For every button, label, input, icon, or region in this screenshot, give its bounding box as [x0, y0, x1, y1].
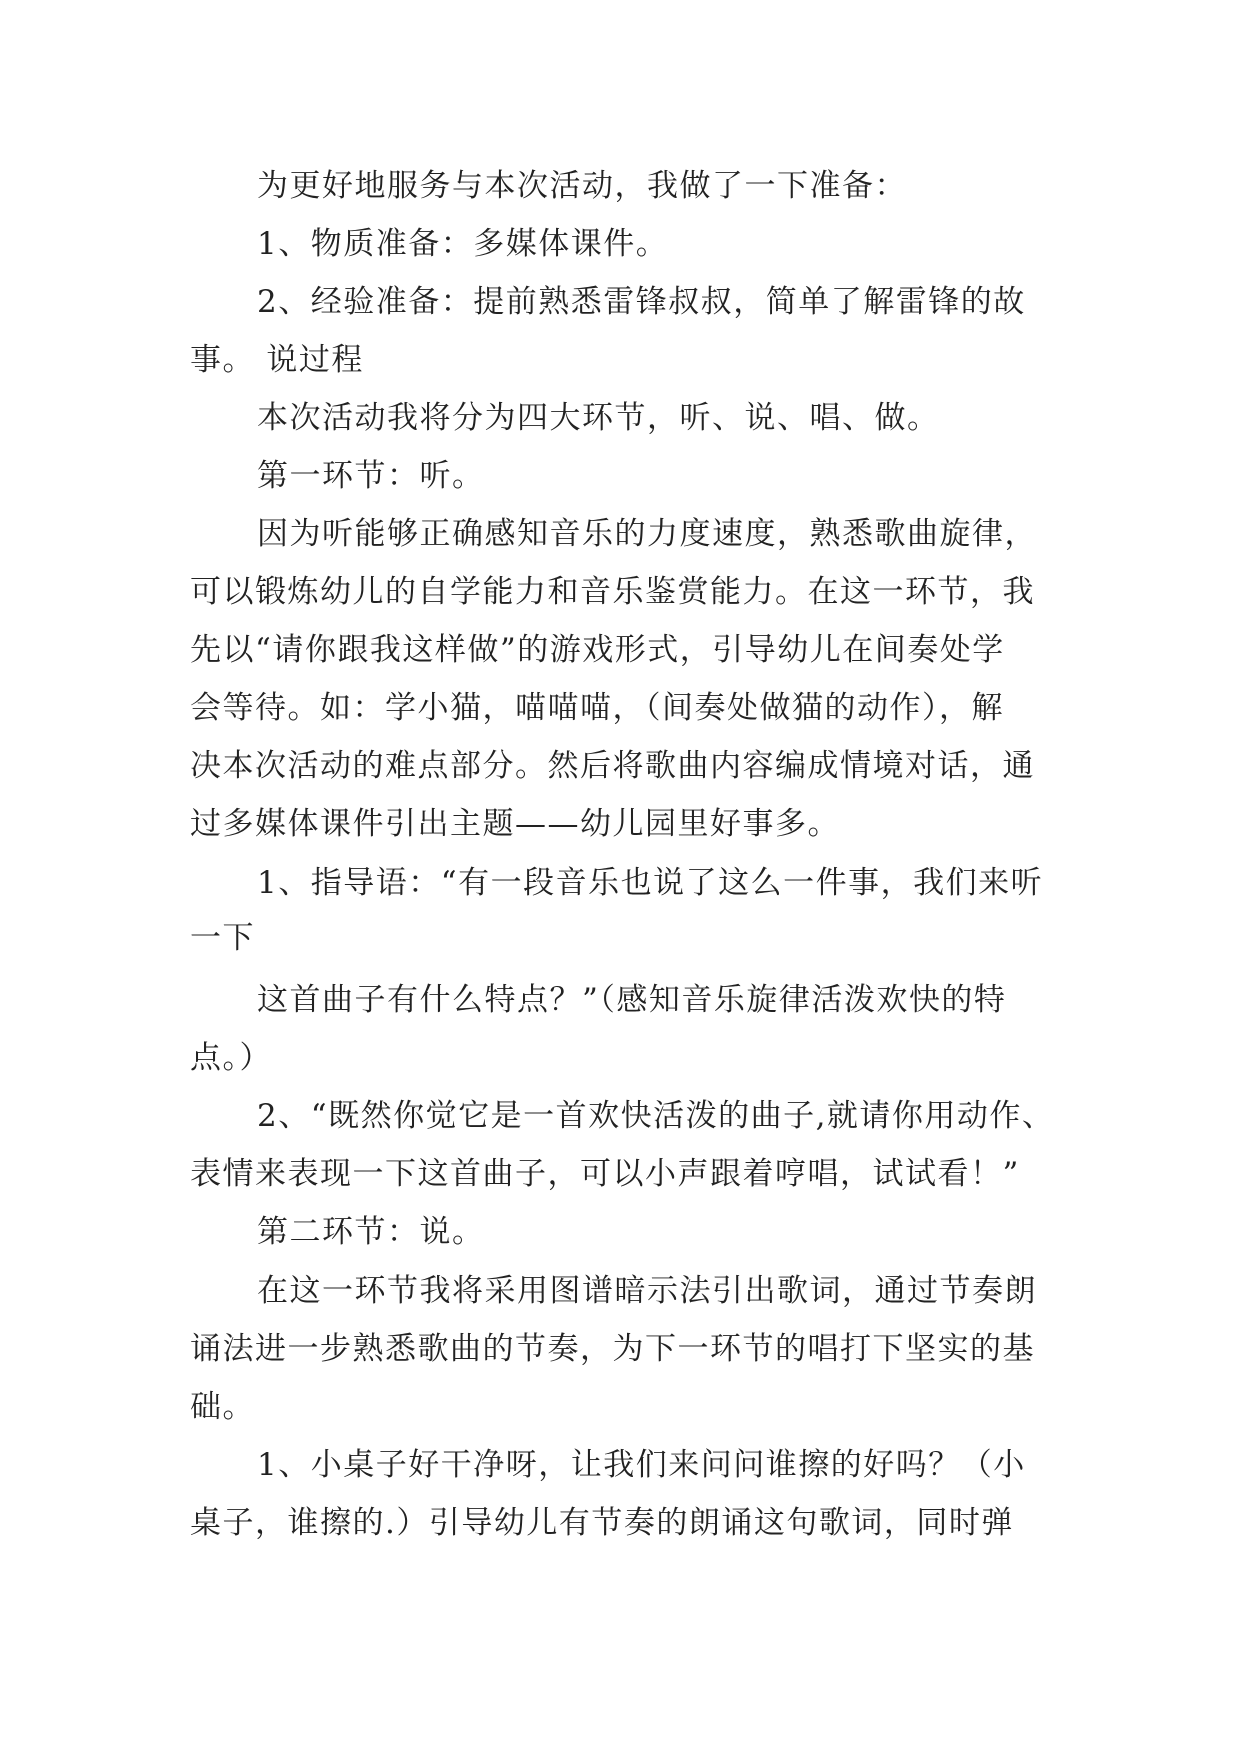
text-line: 础。	[190, 1389, 255, 1425]
text-line: 一下	[190, 920, 255, 956]
text-line: 事。 说过程	[190, 342, 364, 378]
text-line: 诵法进一步熟悉歌曲的节奏，为下一环节的唱打下坚实的基	[190, 1331, 1035, 1367]
text-line: 过多媒体课件引出主题——幼儿园里好事多。	[190, 806, 840, 842]
text-line: 表情来表现一下这首曲子，可以小声跟着哼唱，试试看！”	[190, 1156, 1020, 1192]
text-line: 决本次活动的难点部分。然后将歌曲内容编成情境对话，通	[190, 748, 1035, 784]
text-line: 会等待。如：学小猫，喵喵喵，（间奏处做猫的动作），解	[190, 690, 1004, 726]
text-line: 桌子，谁擦的.）引导幼儿有节奏的朗诵这句歌词，同时弹	[190, 1505, 1014, 1541]
text-line: 点。）	[190, 1040, 272, 1076]
text-line: 2、经验准备：提前熟悉雷锋叔叔，简单了解雷锋的故	[257, 284, 1026, 320]
text-line: 1、物质准备：多媒体课件。	[257, 226, 669, 262]
text-line: 先以“请你跟我这样做”的游戏形式，引导幼儿在间奏处学	[190, 632, 1005, 668]
text-line: 第二环节：说。	[257, 1214, 485, 1250]
text-line: 因为听能够正确感知音乐的力度速度，熟悉歌曲旋律，	[257, 516, 1037, 552]
text-line: 在这一环节我将采用图谱暗示法引出歌词，通过节奏朗	[257, 1273, 1037, 1309]
text-line: 1、指导语：“有一段音乐也说了这么一件事，我们来听	[257, 865, 1044, 901]
text-line: 本次活动我将分为四大环节，听、说、唱、做。	[257, 400, 940, 436]
text-line: 第一环节：听。	[257, 458, 485, 494]
text-line: 为更好地服务与本次活动，我做了一下准备：	[257, 168, 907, 204]
text-line: 2、“既然你觉它是一首欢快活泼的曲子,就请你用动作、	[257, 1098, 1055, 1134]
text-line: 可以锻炼幼儿的自学能力和音乐鉴赏能力。在这一环节，我	[190, 574, 1035, 610]
text-line: 1、小桌子好干净呀，让我们来问问谁擦的好吗？（小	[257, 1447, 1026, 1483]
text-line: 这首曲子有什么特点？”（感知音乐旋律活泼欢快的特	[257, 982, 1007, 1018]
